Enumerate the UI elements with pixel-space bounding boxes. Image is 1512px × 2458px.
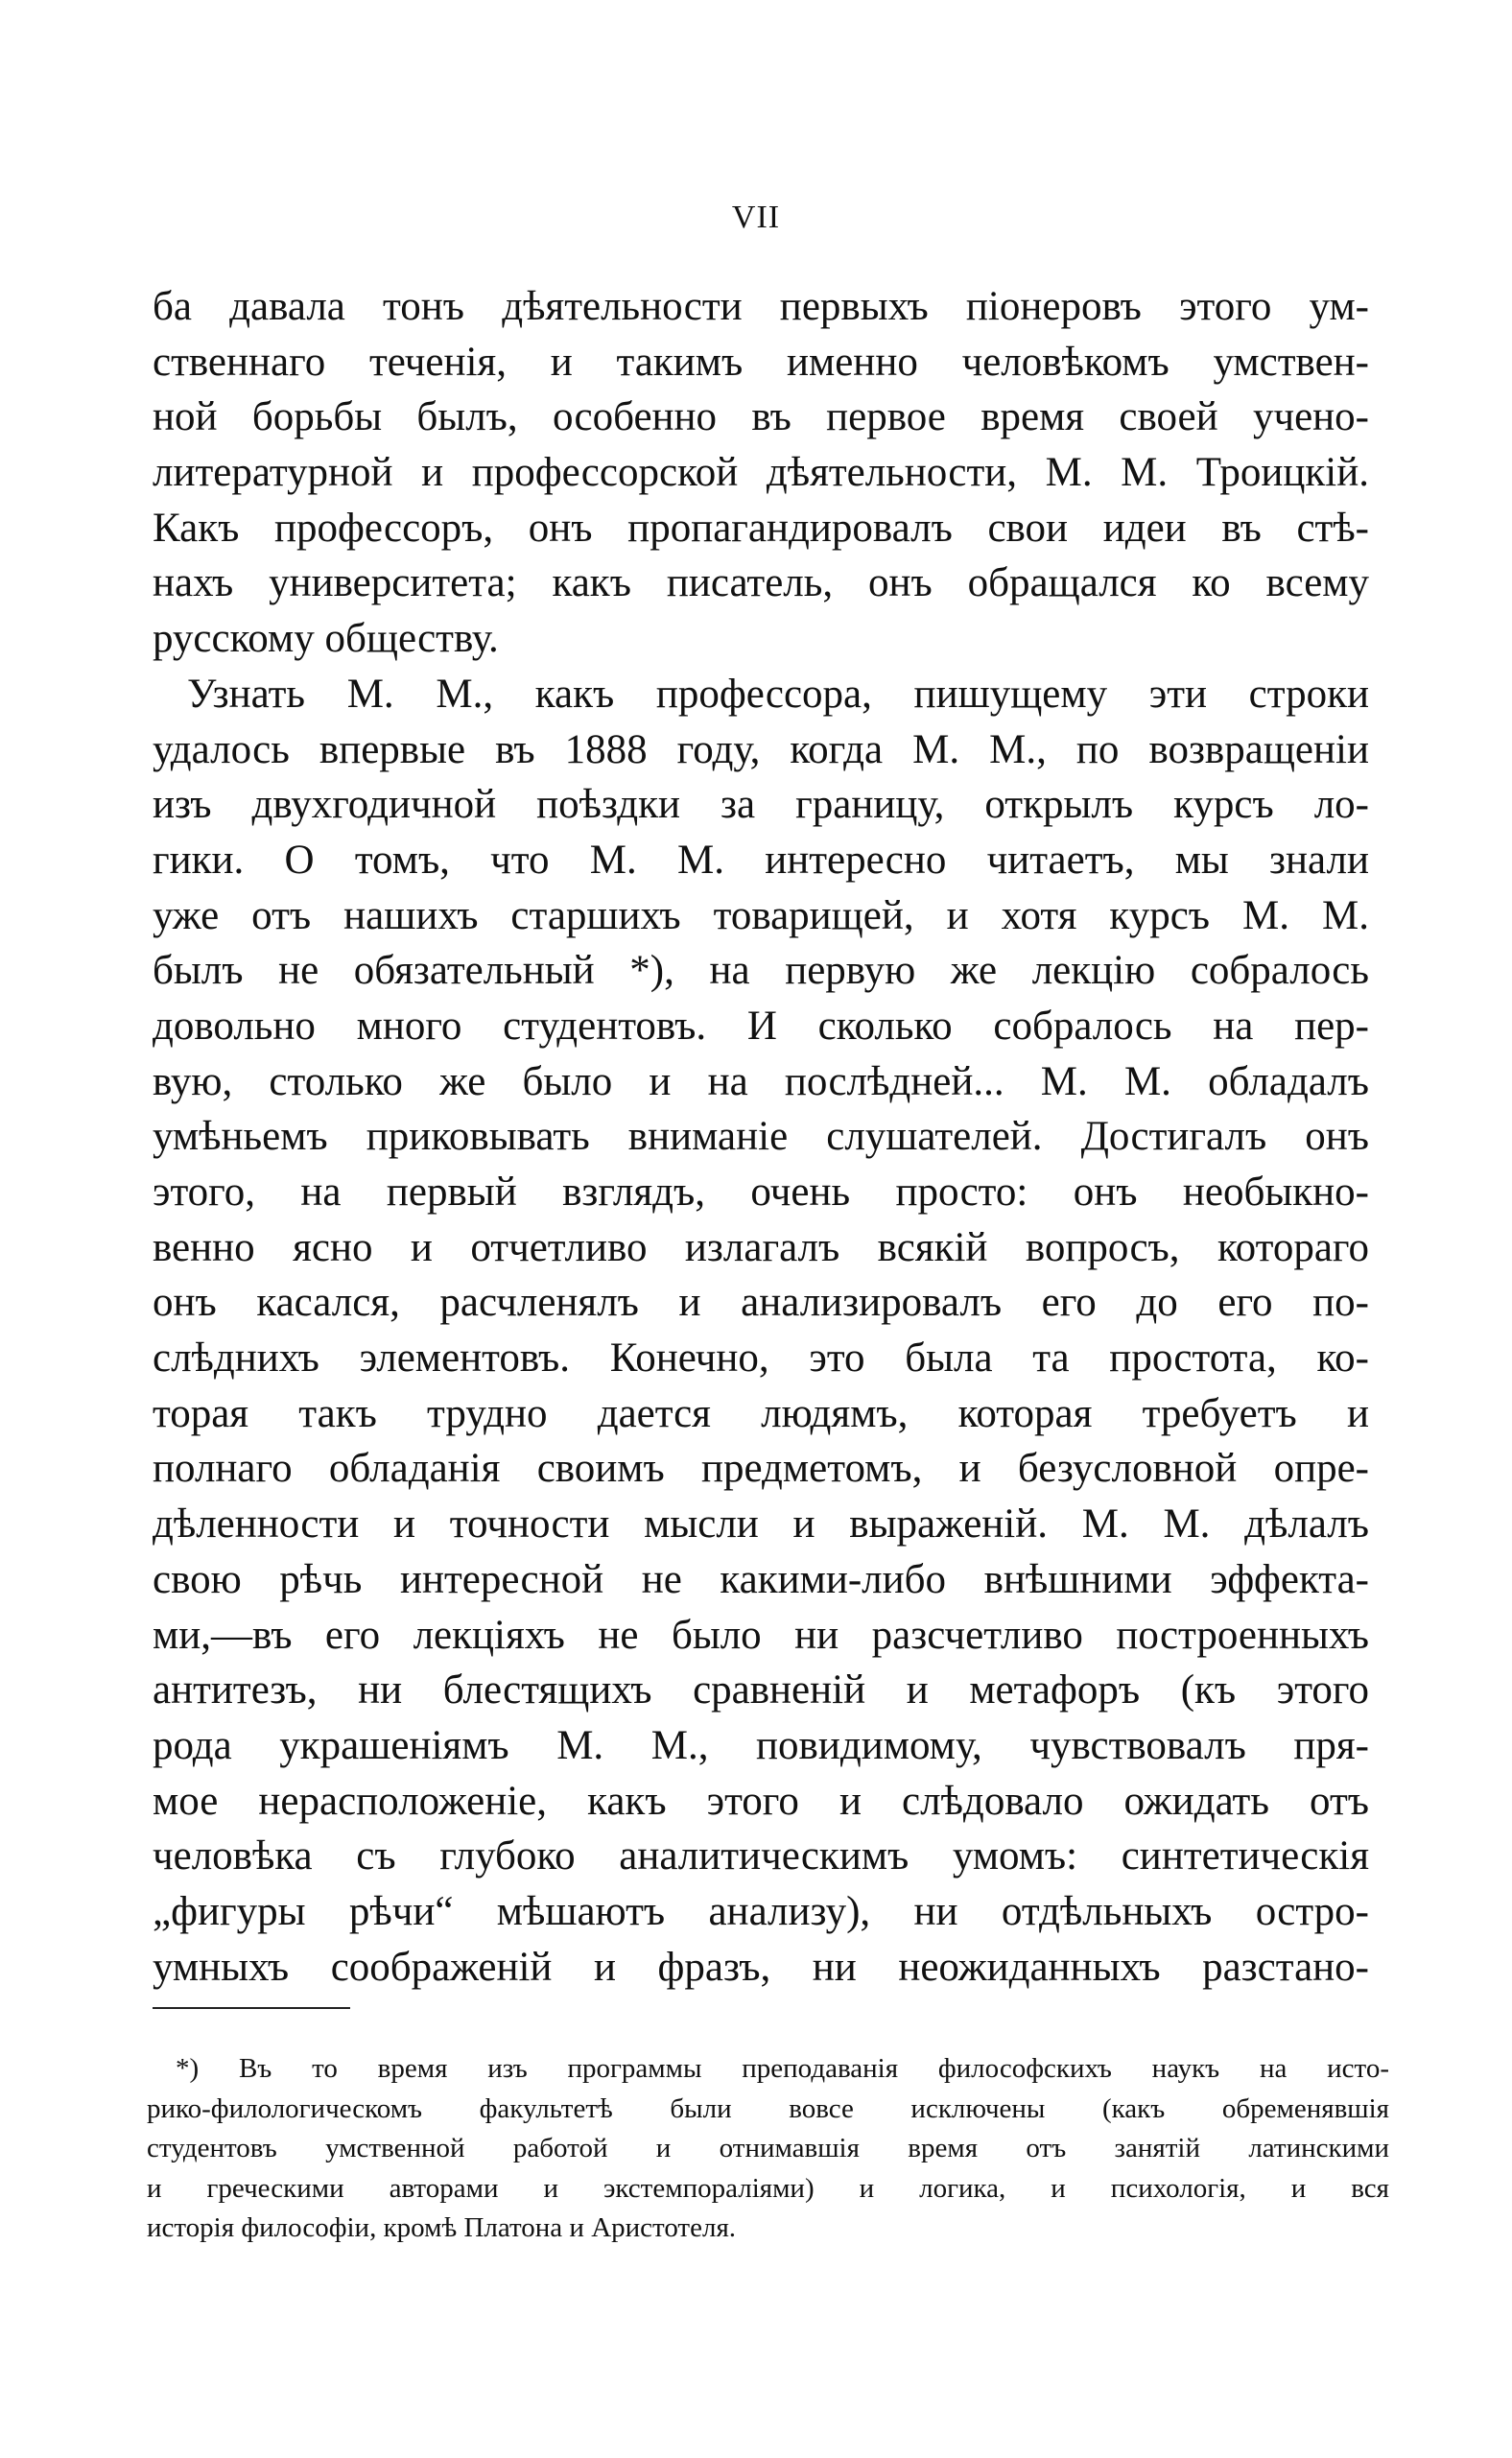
text-line: антитезъ, ни блестящихъ сравненій и метафоръ (къ этого [153, 1667, 1369, 1714]
text-line: дѣленности и точности мысли и выраженій. М. М. дѣлалъ [153, 1501, 1369, 1548]
text-line: „фигуры рѣчи“ мѣшаютъ анализу), ни отдѣльныхъ остро- [153, 1888, 1369, 1934]
footnote [147, 2049, 1389, 2249]
text-line: русскому обществу. [153, 616, 499, 662]
text-line: ми,—въ его лекціяхъ не было ни разсчетливо построенныхъ [153, 1612, 1369, 1658]
text-line: нахъ университета; какъ писатель, онъ обращался ко всему [153, 560, 1369, 606]
footnote-line: рико-филологическомъ факультетѣ были вовсе исключены (какъ обременявшія [147, 2092, 1389, 2124]
text-line: рода украшеніямъ М. М., повидимому, чувствовалъ пря- [153, 1722, 1369, 1768]
text-line: умныхъ соображеній и фразъ, ни неожиданныхъ разстано- [153, 1944, 1369, 1990]
text-line: ба давала тонъ дѣятельности первыхъ піонеровъ этого ум- [153, 284, 1369, 329]
text-line: онъ касался, расчленялъ и анализировалъ его до его по- [153, 1280, 1369, 1326]
footnote-divider [153, 2007, 350, 2009]
text-line: умѣньемъ приковывать вниманіе слушателей. Достигалъ онъ [153, 1114, 1369, 1160]
text-line: удалось впервые въ 1888 году, когда М. М., по возвращеніи [153, 726, 1369, 772]
page-number: VII [731, 200, 781, 235]
body-text [153, 279, 1369, 1995]
text-line: этого, на первый взглядъ, очень просто: онъ необыкно- [153, 1170, 1369, 1215]
text-line: гики. О томъ, что М. М. интересно читаетъ, мы знали [153, 837, 1369, 883]
text-line: Узнать М. М., какъ профессора, пишущему эти строки [187, 671, 1369, 717]
footnote-line: и греческими авторами и экстемпораліями) и логика, и психологія, и вся [147, 2172, 1389, 2204]
text-line: ственнаго теченія, и такимъ именно человѣкомъ умствен- [153, 339, 1369, 385]
text-line: ной борьбы былъ, особенно въ первое время своей учено- [153, 394, 1369, 440]
text-line: довольно много студентовъ. И сколько собралось на пер- [153, 1003, 1369, 1049]
footnote-line: *) Въ то время изъ программы преподаванія философскихъ наукъ на исто- [176, 2053, 1389, 2084]
text-line: слѣднихъ элементовъ. Конечно, это была та простота, ко- [153, 1335, 1369, 1382]
text-line: былъ не обязательный *), на первую же лекцію собралось [153, 948, 1369, 994]
text-line: мое нерасположеніе, какъ этого и слѣдовало ожидать отъ [153, 1778, 1369, 1824]
text-line: свою рѣчь интересной не какими-либо внѣшними эффекта- [153, 1556, 1369, 1602]
text-line: литературной и профессорской дѣятельности, М. М. Троицкій. [153, 450, 1369, 496]
text-line: полнаго обладанія своимъ предметомъ, и безусловной опре- [153, 1446, 1369, 1492]
text-line: уже отъ нашихъ старшихъ товарищей, и хотя курсъ М. М. [153, 892, 1369, 938]
text-line: вую, столько же было и на послѣдней... М. М. обладалъ [153, 1058, 1369, 1104]
footnote-line: исторія философіи, кромѣ Платона и Аристотеля. [147, 2212, 737, 2243]
text-line: человѣка съ глубоко аналитическимъ умомъ: синтетическія [153, 1833, 1369, 1879]
text-line: венно ясно и отчетливо излагалъ всякій вопросъ, котораго [153, 1224, 1369, 1270]
text-line: торая такъ трудно дается людямъ, которая требуетъ и [153, 1390, 1369, 1436]
footnote-line: студентовъ умственной работой и отнимавшія время отъ занятій латинскими [147, 2133, 1389, 2163]
text-line: Какъ профессоръ, онъ пропагандировалъ свои идеи въ стѣ- [153, 505, 1369, 551]
text-line: изъ двухгодичной поѣздки за границу, открылъ курсъ ло- [153, 782, 1369, 828]
